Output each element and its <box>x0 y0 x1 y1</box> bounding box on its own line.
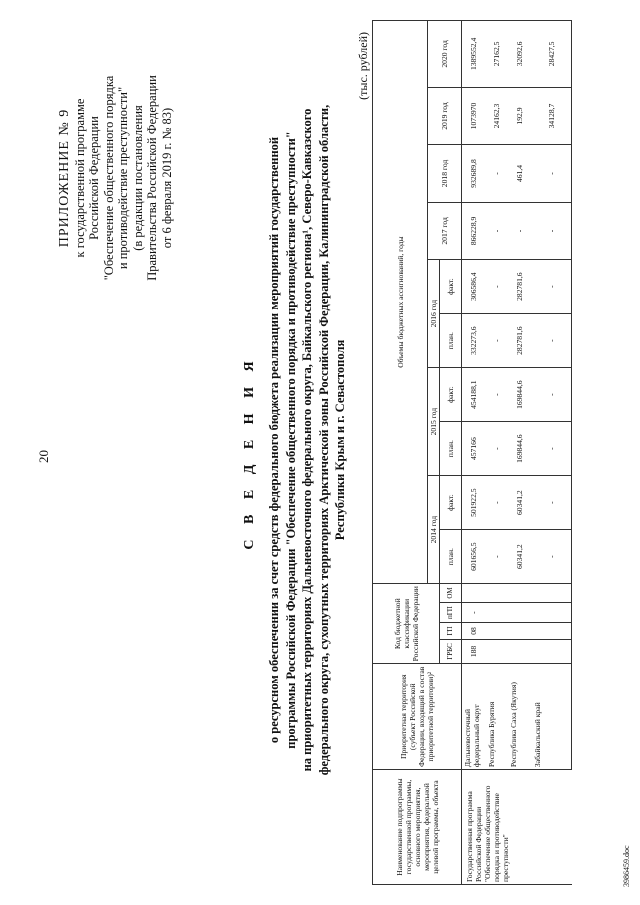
value-cell: - <box>532 476 572 530</box>
value-cell: - <box>532 260 572 314</box>
grbs-cell <box>508 639 532 664</box>
description-line: о ресурсном обеспечении за счет средств федерального бюджета реализации мероприятий государственной <box>267 136 281 744</box>
territory-cell: Республика Бурятия <box>486 664 508 770</box>
header-year-2019: 2019 год <box>428 87 462 144</box>
header-year-2015: 2015 год <box>428 368 440 476</box>
units-label: (тыс. рублей) <box>356 32 370 100</box>
appendix-line: к государственной программе <box>72 98 87 258</box>
header-code-pgp: пГП <box>440 602 462 623</box>
page-number: 20 <box>36 450 51 463</box>
value-cell: 32092,6 <box>508 21 532 88</box>
om-cell <box>462 584 486 603</box>
gp-cell <box>532 623 572 639</box>
appendix-line: от 6 февраля 2019 г. № 83) <box>159 107 174 249</box>
table-row <box>532 21 572 885</box>
value-cell: - <box>486 202 508 259</box>
header-plan: план. <box>440 314 462 368</box>
territory-cell: Республика Саха (Якутия) <box>508 664 532 770</box>
pgp-cell <box>508 602 532 623</box>
header-fact: факт. <box>440 260 462 314</box>
value-cell: - <box>508 202 532 259</box>
value-cell: - <box>486 260 508 314</box>
grbs-cell <box>486 639 508 664</box>
value-cell: 28427,5 <box>532 21 572 88</box>
header-territory: Приоритетная территория (субъект Российской Федерации, входящий в состав приоритетной территории)² <box>373 664 462 770</box>
header-year-2020: 2020 год <box>428 21 462 88</box>
program-name: Государственная программа Российской Федерации "Обеспечение общественного порядка и противодействие преступности" <box>462 770 572 885</box>
value-cell: 282781,6 <box>508 314 532 368</box>
description-line: федерального округа, сухопутных территориях Арктической зоны Российской Федерации, Калининградской области, <box>316 104 331 776</box>
value-cell: 60341,2 <box>508 530 532 584</box>
value-cell: - <box>486 145 508 202</box>
header-volumes: Объемы бюджетных ассигнований, годы <box>373 21 428 584</box>
territory-cell: Дальневосточный федеральный округ <box>462 664 486 770</box>
document-description <box>266 30 349 850</box>
value-cell: 34128,7 <box>532 87 572 144</box>
value-cell: 457166 <box>462 422 486 476</box>
value-cell: 27162,5 <box>486 21 508 88</box>
value-cell: 601656,5 <box>462 530 486 584</box>
document-heading: С В Е Д Е Н И Я <box>242 355 257 550</box>
appendix-line: "Обеспечение общественного порядка <box>101 75 116 281</box>
value-cell: - <box>532 422 572 476</box>
budget-table <box>372 20 572 885</box>
value-cell: - <box>532 202 572 259</box>
value-cell: 1389552,4 <box>462 21 486 88</box>
territory-cell: Забайкальский край <box>532 664 572 770</box>
value-cell: 866228,9 <box>462 202 486 259</box>
value-cell: - <box>532 368 572 422</box>
value-cell: - <box>486 422 508 476</box>
gp-cell <box>508 623 532 639</box>
pgp-cell <box>532 602 572 623</box>
gp-cell <box>486 623 508 639</box>
value-cell: 169844,6 <box>508 422 532 476</box>
table-row <box>462 21 486 885</box>
header-plan: план. <box>440 530 462 584</box>
header-code-gp: ГП <box>440 623 462 639</box>
header-code: Код бюджетной классификации Российской Федерации <box>373 584 440 664</box>
appendix-line: Российской Федерации <box>87 116 101 240</box>
value-cell: 192,9 <box>508 87 532 144</box>
om-cell <box>486 584 508 603</box>
header-year-2016: 2016 год <box>428 260 440 368</box>
description-line: на приоритетных территориях Дальневосточного федерального округа, Байкальского региона¹, Северо-Кавказского <box>300 108 314 772</box>
value-cell: 332273,6 <box>462 314 486 368</box>
appendix-line: (в редакции постановления <box>130 105 145 251</box>
pgp-cell <box>486 602 508 623</box>
description-line: Республики Крым и г. Севастополя <box>333 339 347 541</box>
header-plan: план. <box>440 422 462 476</box>
value-cell: 932689,8 <box>462 145 486 202</box>
value-cell: 24162,3 <box>486 87 508 144</box>
footer-filename: 3986459.doc <box>622 845 631 887</box>
grbs-cell <box>532 639 572 664</box>
value-cell: 1073970 <box>462 87 486 144</box>
value-cell: 501922,5 <box>462 476 486 530</box>
table-row <box>486 21 508 885</box>
value-cell: 169844,6 <box>508 368 532 422</box>
value-cell: 306586,4 <box>462 260 486 314</box>
value-cell: 60341,2 <box>508 476 532 530</box>
header-code-grbs: ГРБС <box>440 639 462 664</box>
description-line: программы Российской Федерации "Обеспечение общественного порядка и противодействие преступности" <box>283 131 298 749</box>
value-cell: 461,4 <box>508 145 532 202</box>
value-cell: - <box>486 530 508 584</box>
value-cell: - <box>532 314 572 368</box>
value-cell: 454188,1 <box>462 368 486 422</box>
gp-cell: 08 <box>462 623 486 639</box>
value-cell: - <box>532 530 572 584</box>
header-year-2014: 2014 год <box>428 476 440 584</box>
header-year-2017: 2017 год <box>428 202 462 259</box>
value-cell: - <box>532 145 572 202</box>
value-cell: - <box>486 314 508 368</box>
appendix-line: и противодействие преступности" <box>116 86 130 270</box>
header-fact: факт. <box>440 476 462 530</box>
header-code-om: ОМ <box>440 584 462 603</box>
appendix-line: Правительства Российской Федерации <box>145 75 159 281</box>
value-cell: - <box>486 368 508 422</box>
appendix-block <box>58 38 174 318</box>
table-row <box>508 21 532 885</box>
header-fact: факт. <box>440 368 462 422</box>
grbs-cell: 188 <box>462 639 486 664</box>
om-cell <box>532 584 572 603</box>
pgp-cell: - <box>462 602 486 623</box>
header-year-2018: 2018 год <box>428 145 462 202</box>
header-name: Наименование подпрограммы государственной программы, основного мероприятия, мероприятия, федеральной целевой программы, объекта <box>373 770 462 885</box>
value-cell: 282781,6 <box>508 260 532 314</box>
appendix-title: ПРИЛОЖЕНИЕ № 9 <box>57 108 72 248</box>
value-cell: - <box>486 476 508 530</box>
om-cell <box>508 584 532 603</box>
